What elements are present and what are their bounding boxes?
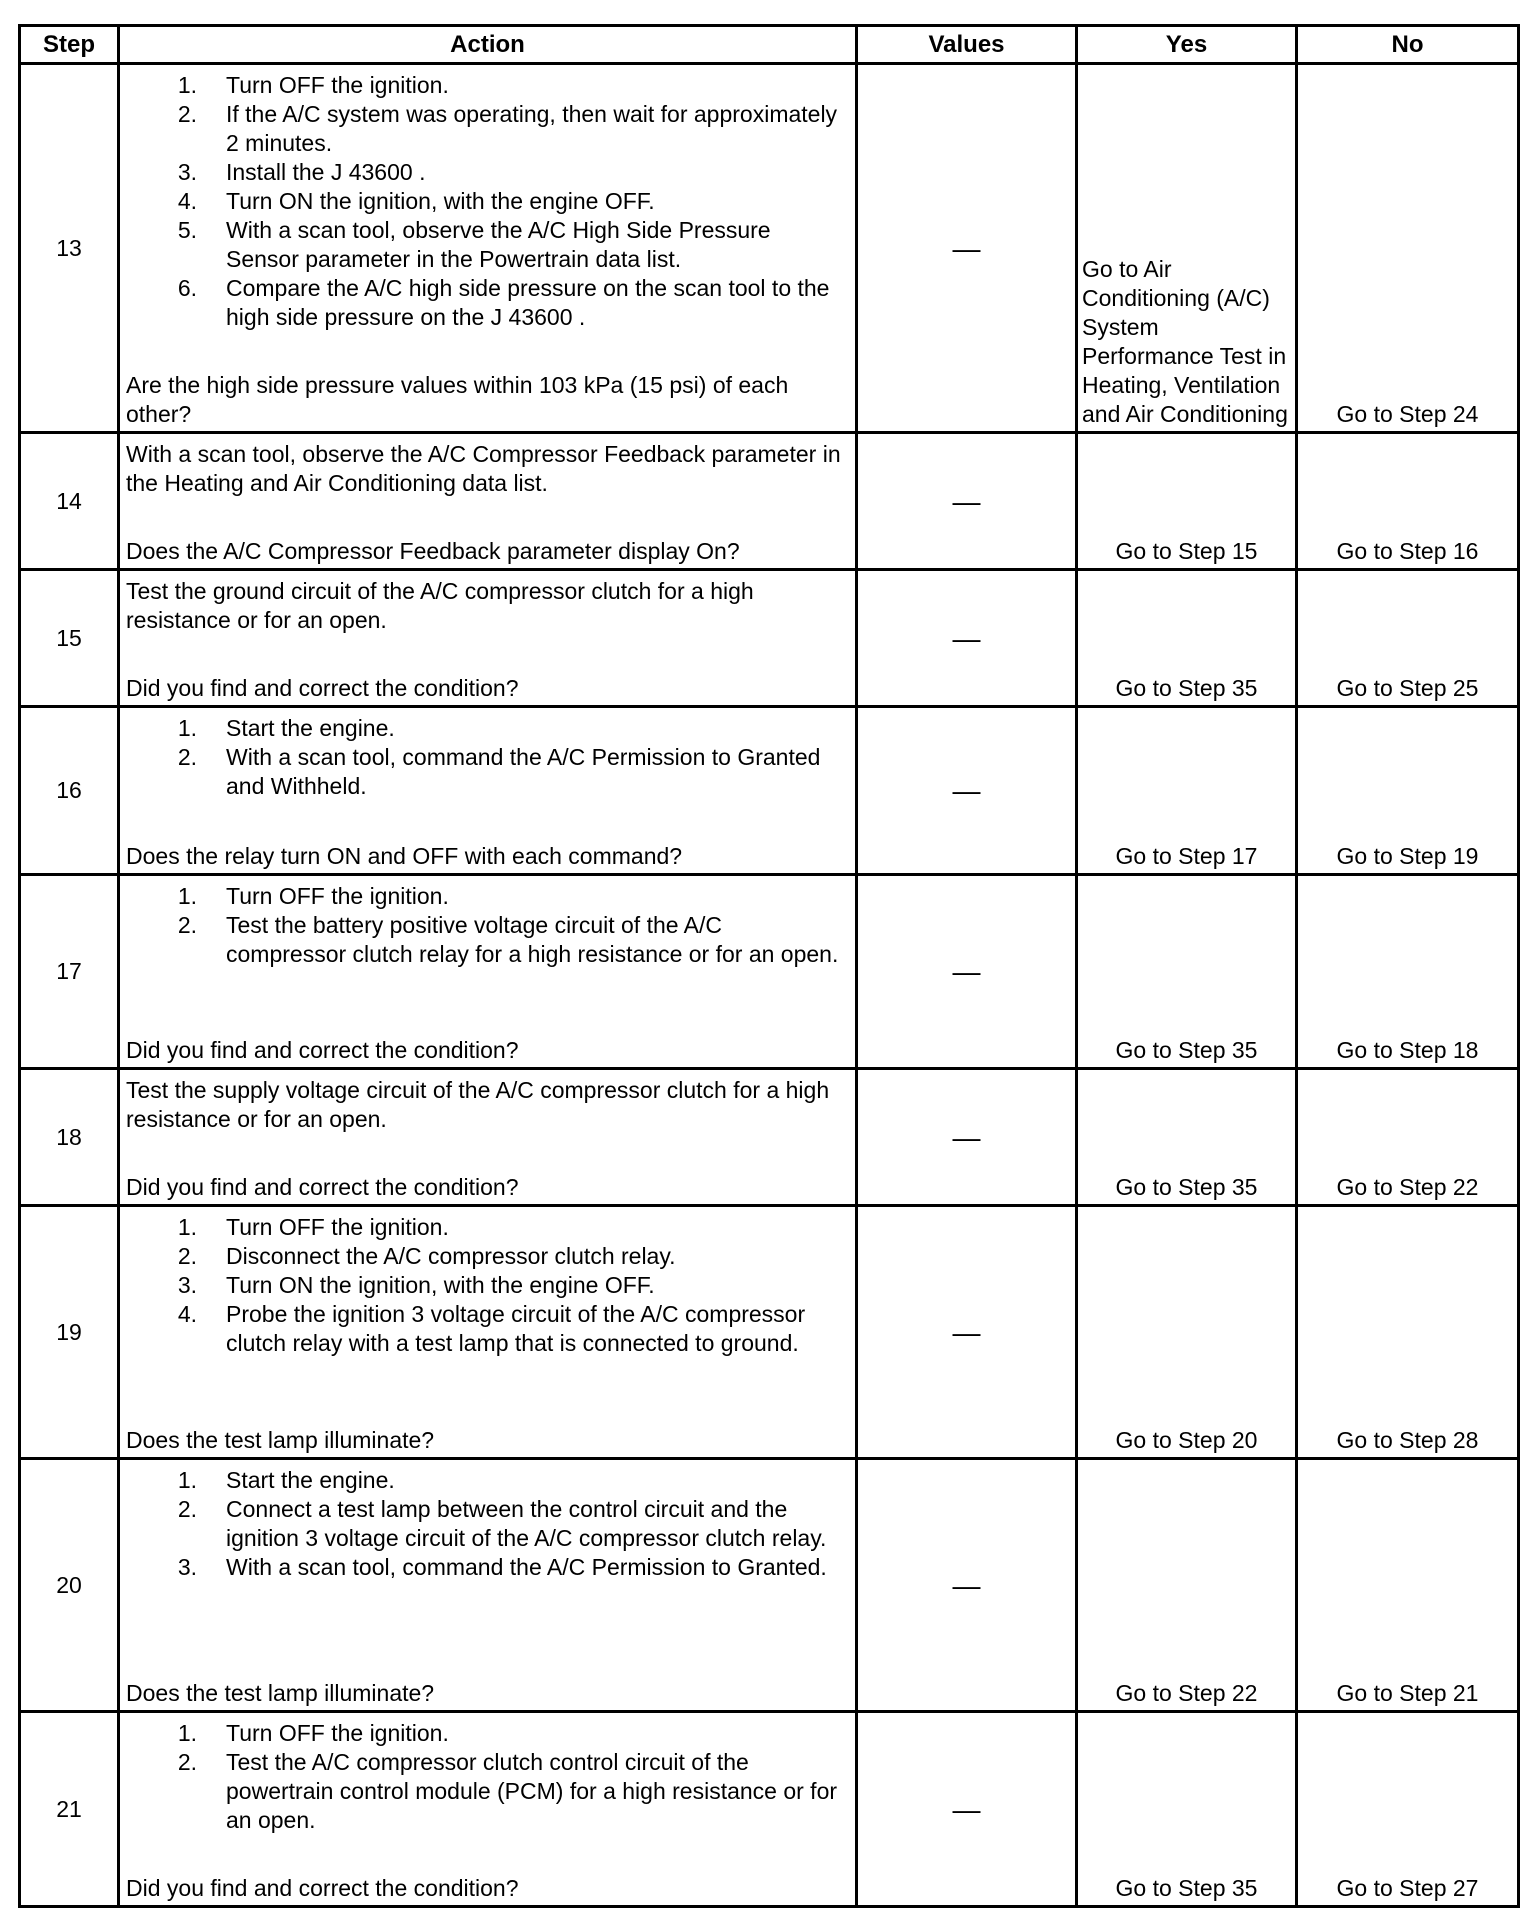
list-item: 1. Start the engine.: [177, 715, 395, 741]
yes-link[interactable]: Go to Step 20: [1077, 1206, 1297, 1459]
table-header-row: [20, 26, 1519, 64]
yes-link[interactable]: Go to Air Conditioning (A/C) System Performance Test in Heating, Ventilation and Air Conditioning: [1077, 64, 1297, 433]
no-link[interactable]: Go to Step 28: [1297, 1206, 1519, 1459]
question-text: Does the test lamp illuminate?: [126, 1427, 435, 1453]
table-row: [20, 1206, 1519, 1459]
list-item: 2. With a scan tool, command the A/C Permission to Granted and Withheld.: [177, 744, 821, 799]
list-item: 2. Connect a test lamp between the control circuit and the ignition 3 voltage circuit of the A/C compressor clutch relay.: [177, 1496, 827, 1551]
yes-link[interactable]: Go to Step 15: [1077, 433, 1297, 570]
step-number: 19: [20, 1206, 119, 1459]
values-cell: —: [857, 1069, 1077, 1206]
step-number: 20: [20, 1459, 119, 1712]
no-link[interactable]: Go to Step 27: [1297, 1712, 1519, 1907]
values-cell: —: [857, 433, 1077, 570]
header-no: No: [1297, 26, 1519, 64]
list-item: 1. Start the engine.: [177, 1467, 395, 1493]
no-link[interactable]: Go to Step 24: [1297, 64, 1519, 433]
table-row: [20, 1712, 1519, 1907]
values-cell: —: [857, 1712, 1077, 1907]
list-item: 6. Compare the A/C high side pressure on the scan tool to the high side pressure on the J 43600 .: [177, 275, 830, 330]
question-text: Does the relay turn ON and OFF with each command?: [126, 843, 683, 869]
table-row: [20, 1069, 1519, 1206]
instruction-text: Test the ground circuit of the A/C compressor clutch for a high resistance or for an open.: [126, 578, 754, 633]
list-item: 3. With a scan tool, command the A/C Permission to Granted.: [177, 1554, 827, 1580]
action-cell: [119, 570, 857, 707]
action-cell: [119, 64, 857, 433]
numbered-steps: [126, 1213, 847, 1358]
header-yes: Yes: [1077, 26, 1297, 64]
table-row: [20, 875, 1519, 1069]
yes-link[interactable]: Go to Step 35: [1077, 570, 1297, 707]
values-cell: —: [857, 707, 1077, 875]
numbered-steps: [126, 1466, 847, 1582]
step-number: 14: [20, 433, 119, 570]
question-text: Does the test lamp illuminate?: [126, 1680, 435, 1706]
question-text: Are the high side pressure values within 103 kPa (15 psi) of each other?: [126, 372, 789, 427]
yes-link[interactable]: Go to Step 35: [1077, 875, 1297, 1069]
action-cell: [119, 433, 857, 570]
no-link[interactable]: Go to Step 21: [1297, 1459, 1519, 1712]
list-item: 1. Turn OFF the ignition.: [177, 72, 449, 98]
list-item: 4. Turn ON the ignition, with the engine OFF.: [177, 188, 655, 214]
table-row: [20, 570, 1519, 707]
question-text: Did you find and correct the condition?: [126, 1875, 519, 1901]
question-text: Did you find and correct the condition?: [126, 1037, 519, 1063]
step-number: 16: [20, 707, 119, 875]
values-cell: —: [857, 875, 1077, 1069]
action-cell: [119, 1206, 857, 1459]
yes-link[interactable]: Go to Step 22: [1077, 1459, 1297, 1712]
instruction-text: Test the supply voltage circuit of the A/C compressor clutch for a high resistance or for an open.: [126, 1077, 830, 1132]
list-item: 4. Probe the ignition 3 voltage circuit of the A/C compressor clutch relay with a test lamp that is connected to ground.: [177, 1301, 806, 1356]
numbered-steps: [126, 71, 847, 332]
list-item: 3. Install the J 43600 .: [177, 159, 426, 185]
values-cell: —: [857, 570, 1077, 707]
header-values: Values: [857, 26, 1077, 64]
instruction-text: With a scan tool, observe the A/C Compressor Feedback parameter in the Heating and Air Conditioning data list.: [126, 441, 841, 496]
table-row: [20, 707, 1519, 875]
table-row: [20, 64, 1519, 433]
no-link[interactable]: Go to Step 22: [1297, 1069, 1519, 1206]
action-cell: [119, 1069, 857, 1206]
question-text: Does the A/C Compressor Feedback parameter display On?: [126, 538, 740, 564]
question-text: Did you find and correct the condition?: [126, 675, 519, 701]
question-text: Did you find and correct the condition?: [126, 1174, 519, 1200]
step-number: 18: [20, 1069, 119, 1206]
list-item: 5. With a scan tool, observe the A/C High Side Pressure Sensor parameter in the Powertrain data list.: [177, 217, 771, 272]
diagnostic-table: [18, 24, 1520, 1908]
no-link[interactable]: Go to Step 18: [1297, 875, 1519, 1069]
header-step: Step: [20, 26, 119, 64]
action-cell: [119, 875, 857, 1069]
diagnostic-table-sheet: [18, 24, 1517, 1908]
action-cell: [119, 1712, 857, 1907]
list-item: 2. Test the battery positive voltage circuit of the A/C compressor clutch relay for a high resistance or for an open.: [177, 912, 839, 967]
action-cell: [119, 707, 857, 875]
step-number: 17: [20, 875, 119, 1069]
values-cell: —: [857, 64, 1077, 433]
header-action: Action: [119, 26, 857, 64]
list-item: 1. Turn OFF the ignition.: [177, 1214, 449, 1240]
no-link[interactable]: Go to Step 16: [1297, 433, 1519, 570]
action-cell: [119, 1459, 857, 1712]
no-link[interactable]: Go to Step 19: [1297, 707, 1519, 875]
table-row: [20, 433, 1519, 570]
table-row: [20, 1459, 1519, 1712]
list-item: 1. Turn OFF the ignition.: [177, 883, 449, 909]
yes-link[interactable]: Go to Step 35: [1077, 1712, 1297, 1907]
step-number: 15: [20, 570, 119, 707]
list-item: 3. Turn ON the ignition, with the engine OFF.: [177, 1272, 655, 1298]
yes-link[interactable]: Go to Step 35: [1077, 1069, 1297, 1206]
list-item: 1. Turn OFF the ignition.: [177, 1720, 449, 1746]
numbered-steps: [126, 714, 847, 801]
numbered-steps: [126, 882, 847, 969]
list-item: 2. Test the A/C compressor clutch control circuit of the powertrain control module (PCM) for a high resistance or for an open.: [177, 1749, 838, 1833]
list-item: 2. Disconnect the A/C compressor clutch relay.: [177, 1243, 676, 1269]
no-link[interactable]: Go to Step 25: [1297, 570, 1519, 707]
step-number: 21: [20, 1712, 119, 1907]
step-number: 13: [20, 64, 119, 433]
values-cell: —: [857, 1206, 1077, 1459]
values-cell: —: [857, 1459, 1077, 1712]
numbered-steps: [126, 1719, 847, 1835]
list-item: 2. If the A/C system was operating, then wait for approximately 2 minutes.: [177, 101, 838, 156]
yes-link[interactable]: Go to Step 17: [1077, 707, 1297, 875]
